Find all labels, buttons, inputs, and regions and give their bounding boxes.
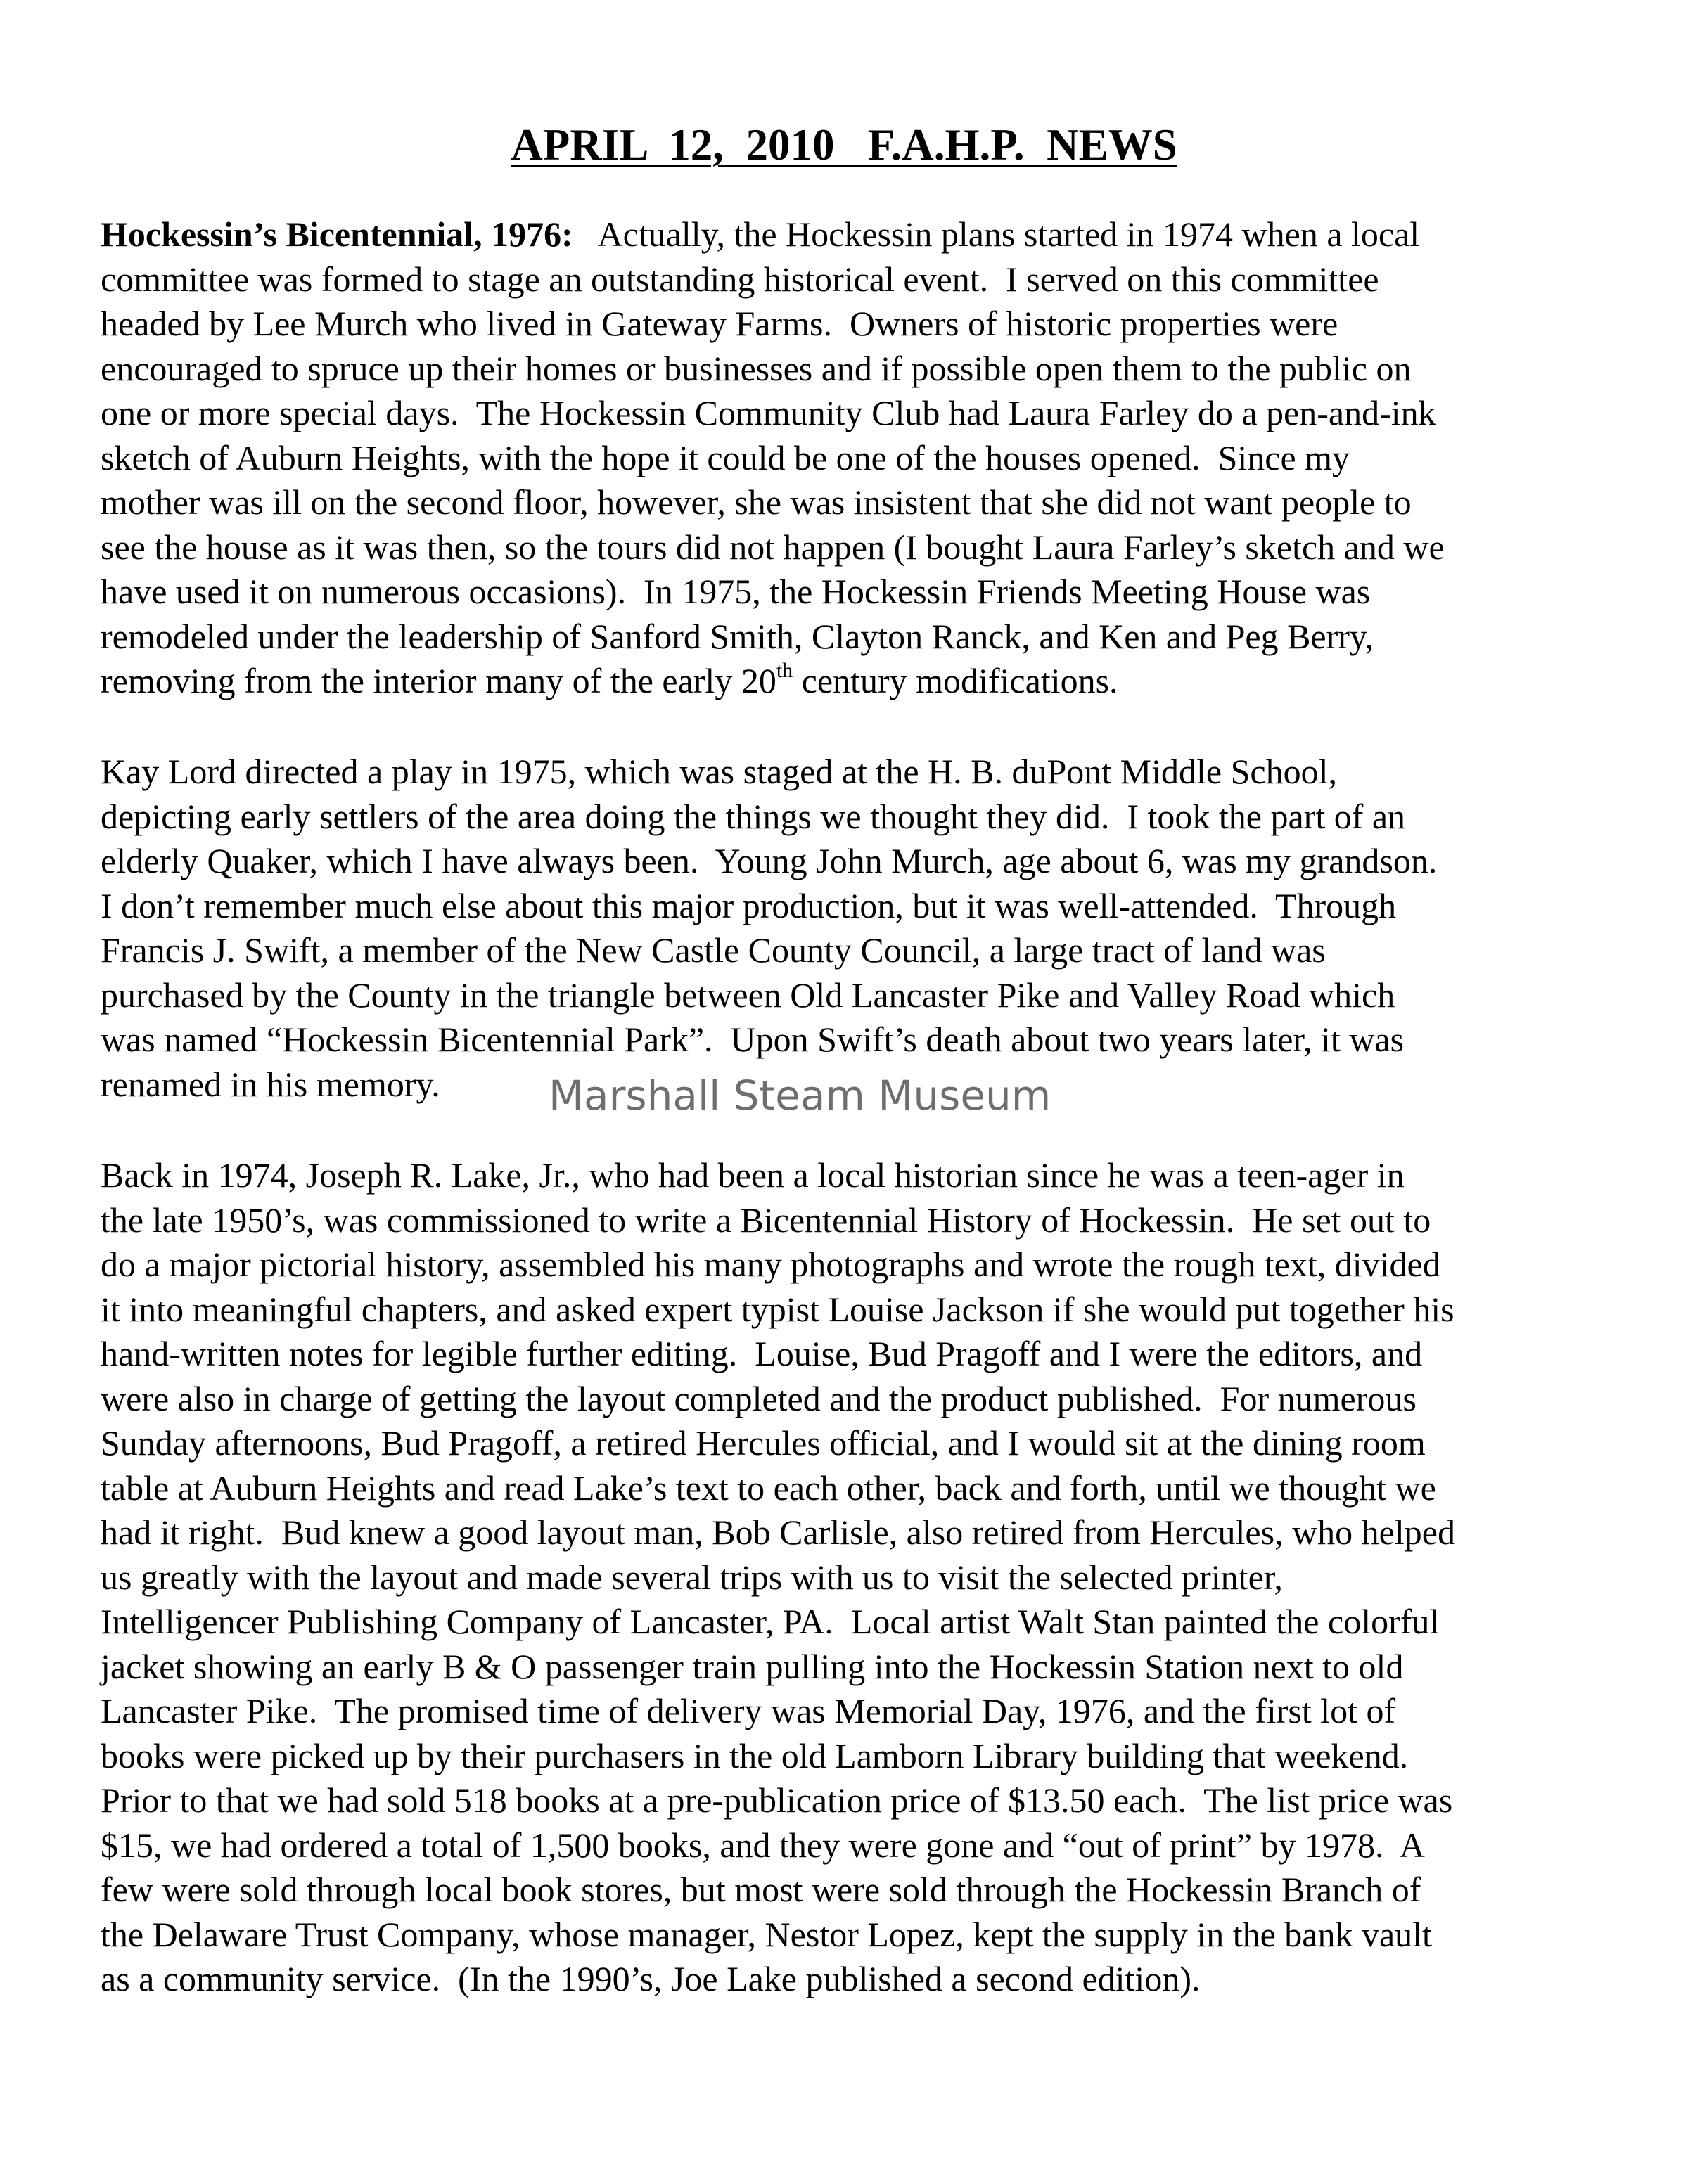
paragraph-play <box>101 750 1592 1107</box>
section-lead: Hockessin’s Bicentennial, 1976: <box>101 214 573 254</box>
paragraph-line <box>101 347 1592 392</box>
paragraph-line-text: $15, we had ordered a total of 1,500 books, and they were gone and “out of print” by 1978. A <box>101 1825 1425 1865</box>
paragraph-line <box>101 1913 1592 1958</box>
paragraph-line <box>101 525 1592 570</box>
paragraph-line <box>101 1017 1592 1062</box>
paragraph-line-text: Kay Lord directed a play in 1975, which was staged at the H. B. duPont Middle School, <box>101 752 1338 791</box>
paragraph-line <box>101 1689 1592 1734</box>
paragraph-line-text: do a major pictorial history, assembled his many photographs and wrote the rough text, divided <box>101 1245 1440 1284</box>
paragraph-line-text: removing from the interior many of the early 20 <box>101 661 776 700</box>
paragraph-line <box>101 1421 1592 1466</box>
paragraph-line <box>101 928 1592 973</box>
watermark: Marshall Steam Museum <box>549 1072 1051 1119</box>
paragraph-line <box>101 1645 1592 1690</box>
paragraph-bicentennial <box>101 212 1592 704</box>
paragraph-line <box>101 1332 1592 1377</box>
paragraph-line-text: one or more special days. The Hockessin Community Club had Laura Farley do a pen-and-ink <box>101 393 1436 432</box>
paragraph-line-text: the late 1950’s, was commissioned to write a Bicentennial History of Hockessin. He set out to <box>101 1200 1431 1240</box>
paragraph-line <box>101 615 1592 660</box>
paragraph-line-text: jacket showing an early B & O passenger train pulling into the Hockessin Station next to old <box>101 1646 1404 1686</box>
paragraph-line <box>101 257 1592 302</box>
paragraph-line <box>101 1510 1592 1555</box>
paragraph-line <box>101 750 1592 795</box>
paragraph-line <box>101 1377 1592 1422</box>
paragraph-line <box>101 1868 1592 1913</box>
paragraph-line-text: Sunday afternoons, Bud Pragoff, a retired Hercules official, and I would sit at the dining room <box>101 1423 1426 1463</box>
paragraph-line-text: sketch of Auburn Heights, with the hope it could be one of the houses opened. Since my <box>101 437 1350 477</box>
paragraph-line <box>101 1823 1592 1868</box>
paragraph-line-text: Lancaster Pike. The promised time of delivery was Memorial Day, 1976, and the first lot of <box>101 1691 1396 1730</box>
paragraph-line <box>101 659 1592 704</box>
paragraph-line-text: Prior to that we had sold 518 books at a pre-publication price of $13.50 each. The list price was <box>101 1780 1453 1820</box>
paragraph-line-text: Francis J. Swift, a member of the New Castle County Council, a large tract of land was <box>101 930 1326 970</box>
paragraph-line <box>101 1287 1592 1332</box>
paragraph-line <box>101 391 1592 436</box>
paragraph-line <box>101 795 1592 840</box>
paragraph-line <box>101 1778 1592 1823</box>
paragraph-line-text: elderly Quaker, which I have always been. Young John Murch, age about 6, was my grandson. <box>101 841 1438 880</box>
page-title: APRIL 12, 2010 F.A.H.P. NEWS <box>511 120 1177 169</box>
paragraph-line-text: see the house as it was then, so the tours did not happen (I bought Laura Farley’s sketch and we <box>101 527 1445 567</box>
paragraph-line-text: had it right. Bud knew a good layout man, Bob Carlisle, also retired from Hercules, who helped <box>101 1512 1455 1552</box>
paragraph-line <box>101 1242 1592 1287</box>
paragraph-line-text: books were picked up by their purchasers in the old Lamborn Library building that weekend. <box>101 1735 1409 1775</box>
paragraph-line-text: I don’t remember much else about this major production, but it was well-attended. Through <box>101 885 1397 925</box>
paragraph-line <box>101 1734 1592 1779</box>
paragraph-line-text: us greatly with the layout and made several trips with us to visit the selected printer, <box>101 1557 1283 1597</box>
paragraph-line-text: committee was formed to stage an outstanding historical event. I served on this committee <box>101 259 1379 299</box>
paragraph-line <box>101 839 1592 884</box>
paragraph-line-text: table at Auburn Heights and read Lake’s text to each other, back and forth, until we thought we <box>101 1467 1436 1508</box>
paragraph-history-book <box>101 1153 1592 2002</box>
paragraph-line-text: have used it on numerous occasions). In 1975, the Hockessin Friends Meeting House was <box>101 572 1371 611</box>
paragraph-line-text: the Delaware Trust Company, whose manager, Nestor Lopez, kept the supply in the bank vault <box>101 1914 1432 1954</box>
paragraph-line-text: were also in charge of getting the layout completed and the product published. For numerous <box>101 1378 1417 1418</box>
paragraph-line-text: hand-written notes for legible further editing. Louise, Bud Pragoff and I were the editors, and <box>101 1334 1423 1373</box>
paragraph-line <box>101 1957 1592 2002</box>
paragraph-line-text: headed by Lee Murch who lived in Gateway Farms. Owners of historic properties were <box>101 304 1338 343</box>
paragraph-line <box>101 1153 1592 1198</box>
paragraph-line-text: Intelligencer Publishing Company of Lancaster, PA. Local artist Walt Stan painted the colorful <box>101 1602 1440 1641</box>
paragraph-line <box>101 973 1592 1018</box>
paragraph-line-text: Actually, the Hockessin plans started in 1974 when a local <box>573 214 1420 254</box>
paragraph-line <box>101 480 1592 525</box>
paragraph-line-text: depicting early settlers of the area doing the things we thought they did. I took the part of an <box>101 796 1406 836</box>
paragraph-line-text: remodeled under the leadership of Sanford Smith, Clayton Ranck, and Ken and Peg Berry, <box>101 616 1374 656</box>
paragraph-line <box>101 436 1592 481</box>
paragraph-line <box>101 1466 1592 1511</box>
paragraph-line <box>101 1600 1592 1645</box>
paragraph-line-text: was named “Hockessin Bicentennial Park”. Upon Swift’s death about two years later, it was <box>101 1020 1405 1059</box>
paragraph-line <box>101 302 1592 347</box>
paragraph-line-text: renamed in his memory. <box>101 1064 440 1104</box>
paragraph-line-text: mother was ill on the second floor, however, she was insistent that she did not want people to <box>101 482 1412 522</box>
paragraph-line <box>101 570 1592 615</box>
paragraph-line-text: few were sold through local book stores, but most were sold through the Hockessin Branch of <box>101 1870 1421 1909</box>
paragraph-line <box>101 884 1592 929</box>
superscript-th: th <box>776 659 793 682</box>
paragraph-line-text: it into meaningful chapters, and asked expert typist Louise Jackson if she would put together his <box>101 1289 1454 1329</box>
paragraph-line-text: Back in 1974, Joseph R. Lake, Jr., who had been a local historian since he was a teen-ager in <box>101 1155 1405 1195</box>
paragraph-line-text: as a community service. (In the 1990’s, Joe Lake published a second edition). <box>101 1959 1201 1998</box>
paragraph-line <box>101 1555 1592 1600</box>
paragraph-line <box>101 1198 1592 1243</box>
paragraph-line <box>101 212 1592 257</box>
paragraph-line-text: encouraged to spruce up their homes or businesses and if possible open them to the public on <box>101 348 1412 388</box>
paragraph-line-text: purchased by the County in the triangle between Old Lancaster Pike and Valley Road which <box>101 975 1395 1015</box>
paragraph-line-text: century modifications. <box>793 661 1118 700</box>
